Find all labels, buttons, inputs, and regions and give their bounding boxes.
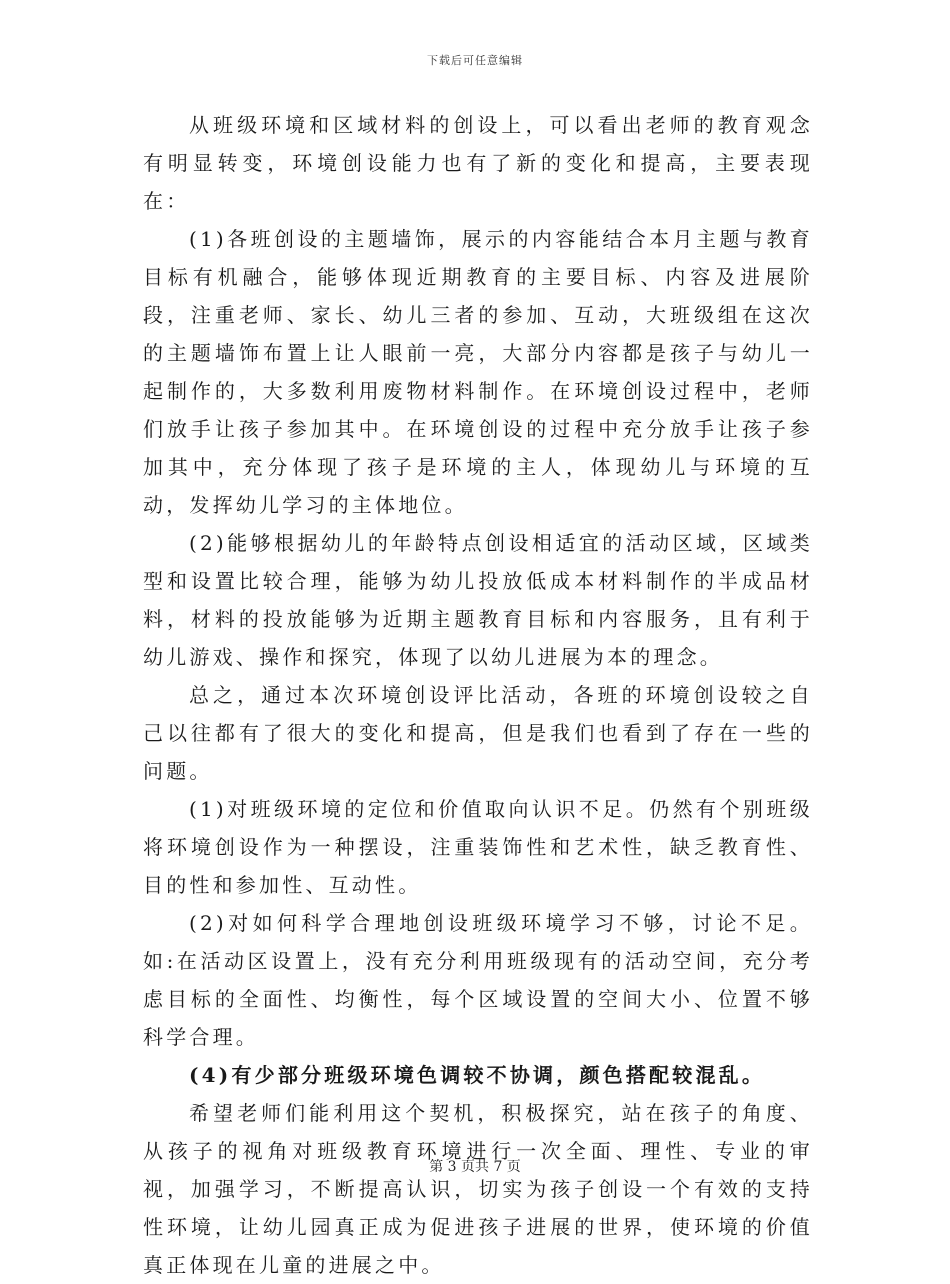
paragraph-problem-2: (2)对如何科学合理地创设班级环境学习不够，讨论不足。如:在活动区设置上，没有充分利用班级现有的活动空间，充分考虑目标的全面性、均衡性，每个区域设置的空间大小、位置不够科学合理。: [143, 911, 813, 1049]
paragraph-problem-4: (4)有少部分班级环境色调较不协调，颜色搭配较混乱。: [189, 1063, 766, 1087]
page-number: 第 3 页共 7 页: [429, 1159, 521, 1175]
paragraph-summary: 总之，通过本次环境创设评比活动，各班的环境创设较之自己以往都有了很大的变化和提高，但是我们也看到了存在一些的问题。: [143, 683, 813, 783]
document-body: [143, 106, 813, 1284]
paragraph-intro: 从班级环境和区域材料的创设上，可以看出老师的教育观念有明显转变，环境创设能力也有了新的变化和提高，主要表现在：: [143, 113, 813, 213]
paragraph-point-2: (2)能够根据幼儿的年龄特点创设相适宜的活动区域，区域类型和设置比较合理，能够为幼儿投放低成本材料制作的半成品材料，材料的投放能够为近期主题教育目标和内容服务，且有利于幼儿游戏、操作和探究，体现了以幼儿进展为本的理念。: [143, 531, 813, 669]
page-header-note: 下载后可任意编辑: [427, 54, 523, 67]
paragraph-closing: 希望老师们能利用这个契机，积极探究，站在孩子的角度、从孩子的视角对班级教育环境进行一次全面、理性、专业的审视，加强学习，不断提高认识，切实为孩子创设一个有效的支持性环境，让幼儿园真正成为促进孩子进展的世界，使环境的价值真正体现在儿童的进展之中。: [143, 1101, 813, 1277]
paragraph-problem-1: (1)对班级环境的定位和价值取向认识不足。仍然有个别班级将环境创设作为一种摆设，注重装饰性和艺术性，缺乏教育性、目的性和参加性、互动性。: [143, 797, 813, 897]
paragraph-point-1: (1)各班创设的主题墙饰，展示的内容能结合本月主题与教育目标有机融合，能够体现近期教育的主要目标、内容及进展阶段，注重老师、家长、幼儿三者的参加、互动，大班级组在这次的主题墙饰布置上让人眼前一亮，大部分内容都是孩子与幼儿一起制作的，大多数利用废物材料制作。在环境创设过程中，老师们放手让孩子参加其中。在环境创设的过程中充分放手让孩子参加其中，充分体现了孩子是环境的主人，体现幼儿与环境的互动，发挥幼儿学习的主体地位。: [143, 227, 813, 517]
